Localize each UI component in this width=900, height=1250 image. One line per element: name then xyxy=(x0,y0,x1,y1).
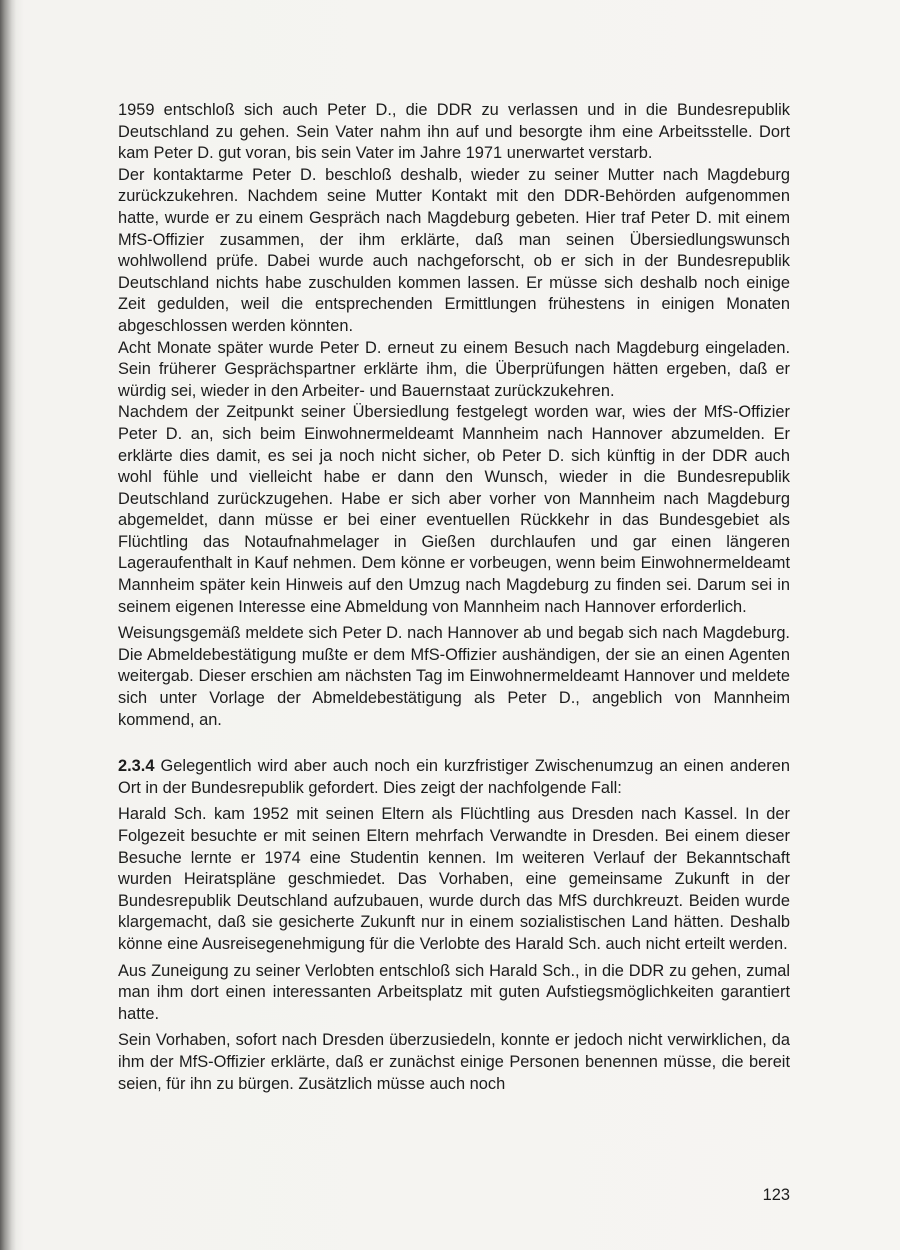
paragraph: Nachdem der Zeitpunkt seiner Übersiedlung festgelegt worden war, wies der MfS-Offizier Peter D. an, sich beim Einwohnermeldeamt Mannheim nach Hannover abzumelden. Er erklärte dies damit, es sei ja noch nicht sicher, ob Peter D. sich künftig in der DDR auch wohl fühle und vielleicht habe er dann den Wunsch, wieder in die Bundesrepublik Deutschland zurückzugehen. Habe er sich aber vorher von Mannheim nach Magdeburg abgemeldet, dann müsse er bei einer eventuellen Rückkehr in das Bundesgebiet als Flüchtling das Notaufnahmelager in Gießen durchlaufen und gar einen längeren Lageraufenthalt in Kauf nehmen. Dem könne er vorbeugen, wenn beim Einwohnermeldeamt Mannheim später kein Hinweis auf den Umzug nach Magdeburg zu finden sei. Darum sei in seinem eigenen Interesse eine Abmeldung von Mannheim nach Hannover erforderlich. xyxy=(118,403,790,616)
paragraph: Aus Zuneigung zu seiner Verlobten entschloß sich Harald Sch., in die DDR zu gehen, zumal man ihm dort einen interessanten Arbeitsplatz mit guten Aufstiegsmöglichkeiten garantiert hatte. xyxy=(118,961,790,1023)
section-paragraph xyxy=(118,756,790,799)
section-text: Gelegentlich wird aber auch noch ein kurzfristiger Zwischenumzug an einen anderen Ort in der Bundesrepublik gefordert. Dies zeigt der nachfolgende Fall: xyxy=(118,757,790,797)
paragraph: Acht Monate später wurde Peter D. erneut zu einem Besuch nach Magdeburg eingeladen. Sein früherer Gesprächspartner erklärte ihm, die Überprüfungen hätten ergeben, daß er würdig sei, wieder in den Arbeiter- und Bauernstaat zurückzukehren. xyxy=(118,338,790,400)
paragraph: Der kontaktarme Peter D. beschloß deshalb, wieder zu seiner Mutter nach Magdeburg zurückzukehren. Nachdem seine Mutter Kontakt mit den DDR-Behörden aufgenommen hatte, wurde er zu einem Gespräch nach Magdeburg gebeten. Hier traf Peter D. mit einem MfS-Offizier zusammen, der ihm erklärte, daß man seinen Übersiedlungswunsch wohlwollend prüfe. Dabei wurde auch nachgeforscht, ob er sich in der Bundesrepublik Deutschland nichts habe zuschulden kommen lassen. Er müsse sich deshalb noch einige Zeit gedulden, weil die entsprechenden Ermittlungen frühestens in einigen Monaten abgeschlossen werden könnten. xyxy=(118,165,790,335)
body-text xyxy=(118,100,790,1095)
paragraph: Weisungsgemäß meldete sich Peter D. nach Hannover ab und begab sich nach Magdeburg. Die Abmeldebestätigung mußte er dem MfS-Offizier aushändigen, der sie an einen Agenten weitergab. Dieser erschien am nächsten Tag im Einwohnermeldeamt Hannover und meldete sich unter Vorlage der Abmeldebestätigung als Peter D., angeblich von Mannheim kommend, an. xyxy=(118,624,790,729)
section-number: 2.3.4 xyxy=(118,757,155,776)
paragraph: Harald Sch. kam 1952 mit seinen Eltern als Flüchtling aus Dresden nach Kassel. In der Folgezeit besuchte er mit seinen Eltern mehrfach Verwandte in Dresden. Bei einem dieser Besuche lernte er 1974 eine Studentin kennen. Im weiteren Verlauf der Bekanntschaft wurden Heiratspläne geschmiedet. Das Vorhaben, eine gemeinsame Zukunft in der Bundesrepublik Deutschland aufzubauen, wurde durch das MfS durchkreuzt. Beiden wurde klargemacht, daß sie gesicherte Zukunft nur in einem sozialistischen Land hätten. Deshalb könne eine Ausreisegenehmigung für die Verlobte des Harald Sch. auch nicht erteilt werden. xyxy=(118,805,790,953)
book-binding-shadow xyxy=(0,0,16,1250)
page-number: 123 xyxy=(762,1186,790,1204)
paragraph: Sein Vorhaben, sofort nach Dresden überzusiedeln, konnte er jedoch nicht verwirklichen, da ihm der MfS-Offizier erklärte, daß er zunächst einige Personen benennen müsse, die bereit seien, für ihn zu bürgen. Zusätzlich müsse auch noch xyxy=(118,1031,790,1093)
paragraph: 1959 entschloß sich auch Peter D., die DDR zu verlassen und in die Bundesrepublik Deutschland zu gehen. Sein Vater nahm ihn auf und besorgte ihm eine Arbeitsstelle. Dort kam Peter D. gut voran, bis sein Vater im Jahre 1971 unerwartet verstarb. xyxy=(118,101,790,163)
